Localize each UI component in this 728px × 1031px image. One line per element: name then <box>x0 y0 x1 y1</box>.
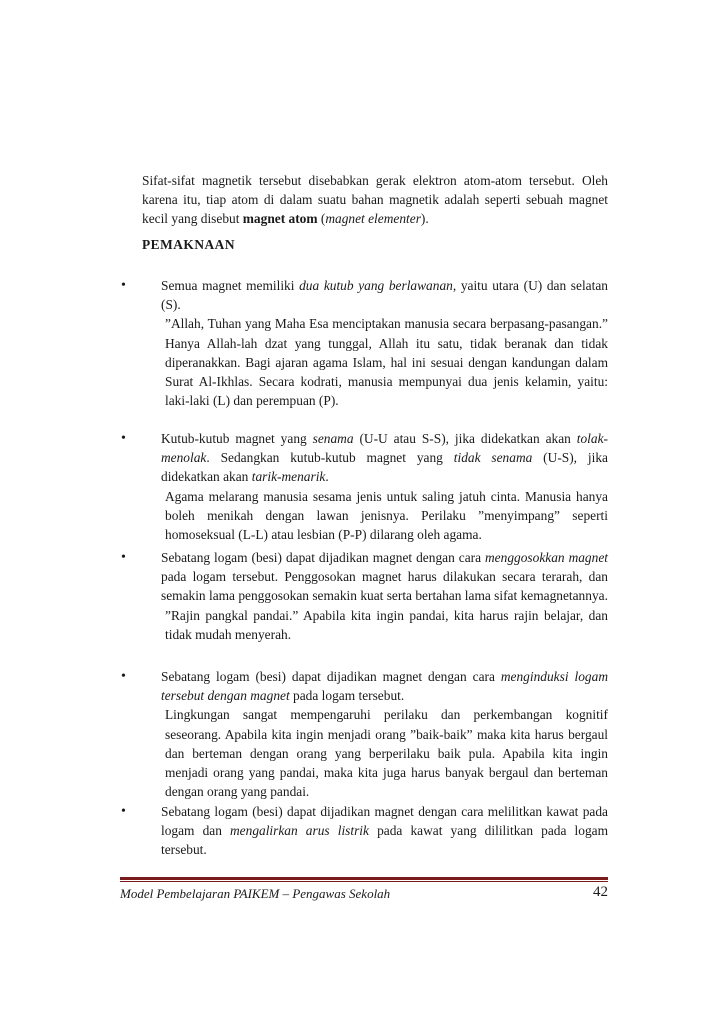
intro-text-1: Sifat-sifat magnetik tersebut disebabkan gerak elektron atom-atom tersebut. Oleh karena itu, tiap atom di dalam suatu bahan magnetik adalah seperti sebuah magnet kecil yang disebut <box>142 173 608 227</box>
intro-text-2: ( <box>317 211 326 227</box>
list-item-lead: Sebatang logam (besi) dapat dijadikan magnet dengan cara menggosokkan magnet pada logam tersebut. Penggosokan magnet harus dilakukan secara terarah, dan semakin lama penggosokan semakin kuat serta bertahan lama sifat kemagnetannya. <box>161 550 608 604</box>
footer-divider-thin <box>120 881 608 882</box>
bullet-icon: • <box>121 804 126 819</box>
list-item-meaning: Lingkungan sangat mempengaruhi perilaku dan perkembangan kognitif seseorang. Apabila kita ingin menjadi orang ”baik-baik” maka kita harus bergaul dan berteman dengan orang yang berperilaku baik pula. Apabila kita ingin menjadi orang yang pandai, maka kita juga harus banyak bergaul dan berteman dengan orang yang pandai. <box>165 707 608 800</box>
list-item-meaning: ”Allah, Tuhan yang Maha Esa menciptakan manusia secara berpasang-pasangan.” Hanya Allah-lah dzat yang tunggal, Allah itu satu, tidak beranak dan tidak diperanakkan. Bagi ajaran agama Islam, hal ini sesuai dengan kandungan dalam Surat Al-Ikhlas. Secara kodrati, manusia mempunyai dua jenis kelamin, yaitu: laki-laki (L) dan perempuan (P). <box>165 316 608 409</box>
list-item-lead: Sebatang logam (besi) dapat dijadikan magnet dengan cara menginduksi logam tersebut dengan magnet pada logam tersebut. <box>161 669 608 704</box>
list-item-text <box>161 802 608 860</box>
section-heading: PEMAKNAAN <box>142 237 236 252</box>
list-item <box>121 429 608 544</box>
intro-bold-term: magnet atom <box>242 211 318 227</box>
intro-paragraph <box>142 171 608 229</box>
intro-text-3: ). <box>420 211 429 227</box>
list-item-lead: Sebatang logam (besi) dapat dijadikan magnet dengan cara melilitkan kawat pada logam dan mengalirkan arus listrik pada kawat yang dililitkan pada logam tersebut. <box>161 804 608 858</box>
intro-italic-term: magnet elementer <box>325 211 421 227</box>
list-item-meaning: Agama melarang manusia sesama jenis untuk saling jatuh cinta. Manusia hanya boleh menikah dengan lawan jenisnya. Perilaku ”menyimpang” seperti homoseksual (L-L) atau lesbian (P-P) dilarang oleh agama. <box>165 488 608 543</box>
list-item <box>121 802 608 860</box>
list-item-text <box>161 667 608 801</box>
list-item-lead: Semua magnet memiliki dua kutub yang berlawanan, yaitu utara (U) dan selatan (S). <box>161 278 608 313</box>
bullet-icon: • <box>121 550 126 565</box>
list-item <box>121 667 608 801</box>
list-item-meaning: ”Rajin pangkal pandai.” Apabila kita ingin pandai, kita harus rajin belajar, dan tidak mudah menyerah. <box>165 607 608 642</box>
list-item <box>121 276 608 410</box>
list-item <box>121 548 608 644</box>
bullet-icon: • <box>121 669 126 684</box>
page-number: 42 <box>593 884 608 900</box>
footer-title: Model Pembelajaran PAIKEM – Pengawas Sekolah <box>120 886 391 901</box>
list-item-text <box>161 429 608 544</box>
bullet-icon: • <box>121 431 126 446</box>
bullet-icon: • <box>121 278 126 293</box>
list-item-text <box>161 548 608 644</box>
footer-divider <box>120 877 608 880</box>
list-item-text <box>161 276 608 410</box>
list-item-lead: Kutub-kutub magnet yang senama (U-U atau S-S), jika didekatkan akan tolak-menolak. Sedangkan kutub-kutub magnet yang tidak senama (U-S), jika didekatkan akan tarik-menarik. <box>161 431 608 485</box>
